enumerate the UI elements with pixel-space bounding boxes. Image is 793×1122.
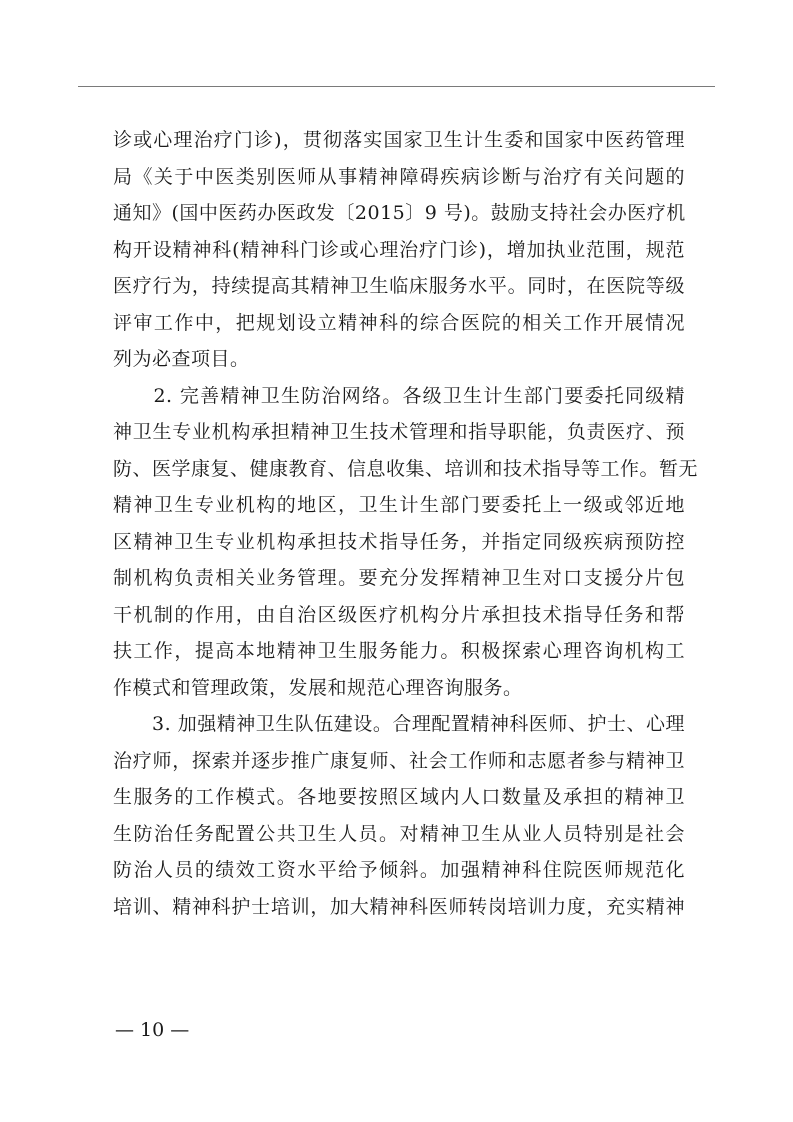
text-line: 诊或心理治疗门诊)，贯彻落实国家卫生计生委和国家中医药管理: [113, 129, 685, 151]
text-line: 局《关于中医类别医师从事精神障碍疾病诊断与治疗有关问题的: [113, 165, 685, 188]
text-line: 构开设精神科(精神科门诊或心理治疗门诊)，增加执业范围，规范: [113, 238, 685, 261]
text-line: 生服务的工作模式。各地要按照区域内人口数量及承担的精神卫: [113, 786, 685, 808]
paragraph-1: [113, 122, 685, 378]
text-line: 制机构负责相关业务管理。要充分发挥精神卫生对口支援分片包: [113, 567, 685, 589]
text-line: 生防治任务配置公共卫生人员。对精神卫生从业人员特别是社会: [113, 822, 685, 845]
text-line: 治疗师，探索并逐步推广康复师、社会工作师和志愿者参与精神卫: [113, 749, 685, 772]
text-line: 防治人员的绩效工资水平给予倾斜。加强精神科住院医师规范化: [113, 859, 685, 881]
text-line: 扶工作，提高本地精神卫生服务能力。积极探索心理咨询机构工: [113, 640, 685, 662]
header-rule: [78, 86, 715, 87]
text-line: 作模式和管理政策，发展和规范心理咨询服务。: [113, 676, 523, 699]
text-line: 医疗行为，持续提高其精神卫生临床服务水平。同时，在医院等级: [113, 275, 685, 297]
text-line: 神卫生专业机构承担精神卫生技术管理和指导职能，负责医疗、预: [113, 421, 685, 443]
text-line: 2. 完善精神卫生防治网络。各级卫生计生部门要委托同级精: [113, 384, 685, 407]
text-line: 评审工作中，把规划设立精神科的综合医院的相关工作开展情况: [113, 311, 685, 334]
text-line: 3. 加强精神卫生队伍建设。合理配置精神科医师、护士、心理: [113, 713, 685, 735]
text-line: 防、医学康复、健康教育、信息收集、培训和技术指导等工作。暂无: [113, 457, 699, 480]
page-number: — 10 —: [115, 1019, 190, 1041]
text-line: 精神卫生专业机构的地区，卫生计生部门要委托上一级或邻近地: [113, 494, 685, 516]
text-line: 通知》(国中医药办医政发〔2015〕9 号)。鼓励支持社会办医疗机: [113, 202, 686, 224]
text-line: 培训、精神科护士培训，加大精神科医师转岗培训力度，充实精神: [113, 895, 685, 918]
text-line: 区精神卫生专业机构承担技术指导任务，并指定同级疾病预防控: [113, 530, 685, 553]
text-line: 干机制的作用，由自治区级医疗机构分片承担技术指导任务和帮: [113, 603, 685, 626]
document-body: [113, 122, 699, 925]
paragraph-2: [113, 378, 699, 707]
paragraph-3: [113, 706, 685, 925]
text-line: 列为必查项目。: [113, 348, 250, 370]
